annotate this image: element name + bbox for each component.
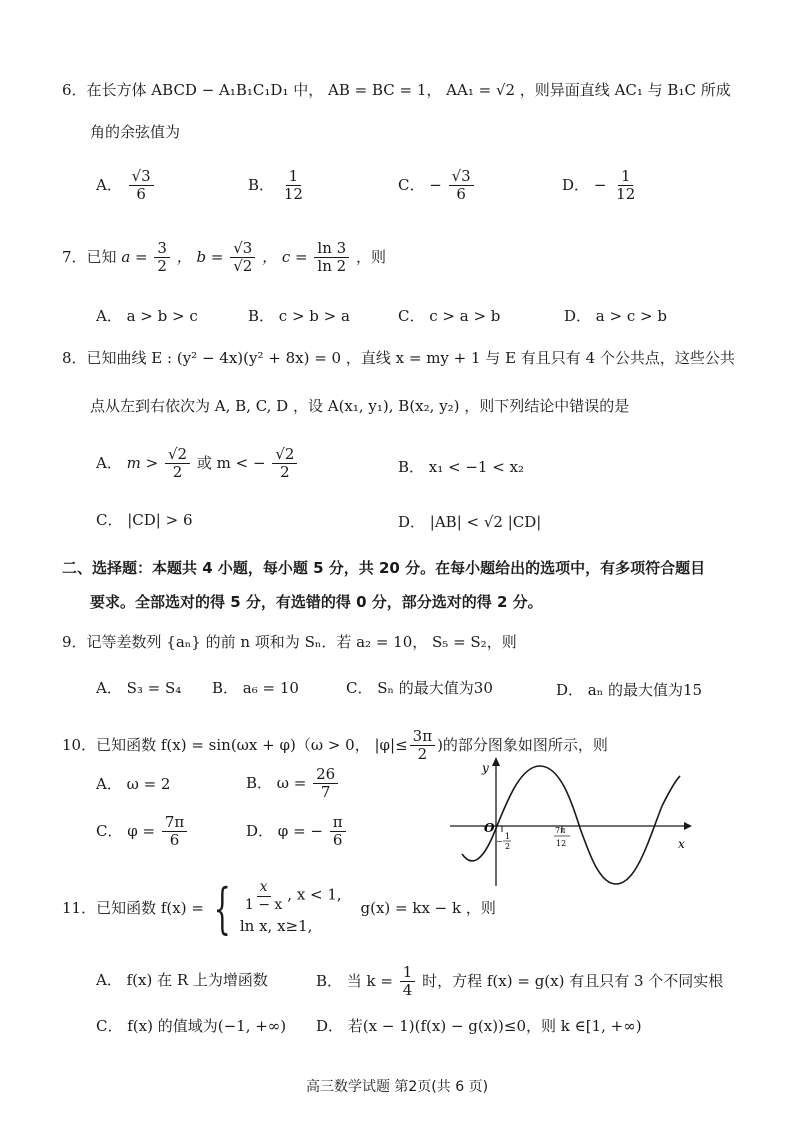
q10-option-c-fraction: $\frac{7\pi}{6}$ [162,814,187,850]
q11-option-d: D． 若(x − 1)(f(x) − g(x))≤0，则 k ∈[1, +∞) [316,1017,642,1035]
q11-case2: ln x, x≥1, [239,916,313,935]
q6-line2: 角的余弦值为 [90,123,181,141]
q7-option-b: B． c > b > a [248,307,350,325]
q9-stem: 9．记等差数列 {aₙ} 的前 n 项和为 Sₙ．若 a₂ = 10， S₅ = S₂，则 [62,633,517,651]
graph-x-axis-arrow [684,822,692,830]
q10-option-c: C． φ = $\frac{7\pi}{6}$ [96,814,189,850]
q10-option-d: D． φ = − $\frac{\pi}{6}$ [246,814,348,850]
q11-option-b: B． 当 k = $\frac{1}{4}$ 时，方程 f(x) = g(x) 有且只有 3 个不同实根 [316,963,724,1000]
q9-option-d: D． aₙ 的最大值为15 [556,681,703,699]
graph-origin-label: O [484,821,495,835]
q7-stem: 7．已知 a = $\frac{3}{2}$ ， b = $\frac{√3}{√2}$ ， c = $\frac{\ln 3}{\ln 2}$ ，则 [62,239,386,276]
q7-option-c: C． c > a > b [398,307,501,325]
q7-c-fraction: $\frac{\ln 3}{\ln 2}$ [314,240,349,276]
q6-option-a-label: A． [96,175,122,194]
q11-option-a: A． f(x) 在 R 上为增函数 [96,971,268,989]
q10-option-b-fraction: $\frac{26}{7}$ [313,766,338,802]
q9-option-c: C． Sₙ 的最大值为30 [346,679,493,697]
graph-tick2-den: 12 [556,839,567,848]
graph-tick2-num: 7π [555,826,566,835]
q6-option-c-fraction: $\frac{√3}{6}$ [449,168,474,204]
q6-option-c-label: C． [398,175,425,194]
q9-option-b: B． a₆ = 10 [212,679,299,697]
q11-option-c: C． f(x) 的值域为(−1, +∞) [96,1017,287,1035]
q8-line2: 点从左到右依次为 A, B, C, D ，设 A(x₁, y₁), B(x₂, y₂) ，则下列结论中错误的是 [90,397,630,415]
q11-option-b-fraction: $\frac{1}{4}$ [400,964,416,1000]
q6-option-b [248,168,308,204]
q6-option-a [96,168,156,204]
q10-option-b: B． ω = $\frac{26}{7}$ [246,766,340,802]
q8-option-a-fraction1: $\frac{√2}{2}$ [165,446,190,482]
q7-b-fraction: $\frac{√3}{√2}$ [230,240,255,276]
q9-option-a: A． S₃ = S₄ [96,679,182,697]
section2-line1: 二、选择题：本题共 4 小题，每小题 5 分，共 20 分。在每小题给出的选项中，有多项符合题目 [62,559,706,577]
q6-option-b-fraction: $\frac{1}{12}$ [283,167,303,204]
q6-option-a-fraction: $\frac{√3}{6}$ [129,168,154,204]
q10-stem: 10．已知函数 f(x) = sin(ωx + φ)（ω > 0， |φ|≤ $\frac{3\pi}{2}$ )的部分图象如图所示，则 [62,727,608,764]
q6-option-d-sign: − [593,175,607,194]
q11-case1: $\frac{x}{1 - x}$ , x < 1, [244,879,342,913]
graph-x-label: x [678,837,685,851]
q8-option-d: D． |AB| < √2 |CD| [398,513,542,531]
q6-option-d-label: D． [562,175,590,194]
q8-option-c: C． |CD| > 6 [96,511,193,529]
q10-option-d-fraction: $\frac{\pi}{6}$ [330,814,346,850]
q7-option-d: D． a > c > b [564,307,667,325]
q6-option-c [398,168,476,204]
q8-option-b: B． x₁ < −1 < x₂ [398,458,525,476]
q8-option-a: A． m > $\frac{√2}{2}$ 或 m < − $\frac{√2}{2}$ [96,446,299,482]
section2-line2: 要求。全部选对的得 5 分，有选错的得 0 分，部分选对的得 2 分。 [90,593,543,611]
graph-sine-curve [462,766,680,884]
q11-piecewise-brace: { [213,877,231,940]
q10-sine-graph [440,752,700,892]
q10-option-a: A． ω = 2 [96,775,171,793]
q11-stem: 11．已知函数 f(x) = { $\frac{x}{1 - x}$ , x < 1, ln x, x≥1, g(x) = kx − k ，则 [62,877,496,940]
page-footer: 高三数学试题 第2页(共 6 页) [305,1079,489,1095]
q7-a-fraction: $\frac{3}{2}$ [154,240,170,276]
q6-option-c-sign: − [429,175,442,194]
q6-option-d [562,168,640,204]
q10-phi-bound-fraction: $\frac{3\pi}{2}$ [410,728,435,764]
q6-option-b-label: B． [248,175,275,194]
q8-line1: 8．已知曲线 E : (y² − 4x)(y² + 8x) = 0 ，直线 x = my + 1 与 E 有且只有 4 个公共点，这些公共 [62,349,735,367]
q6-option-d-fraction: $\frac{1}{12}$ [616,167,636,204]
q7-option-a: A． a > b > c [96,307,198,325]
graph-tick1-num: 1 [505,832,511,841]
q8-option-a-fraction2: $\frac{√2}{2}$ [272,446,297,482]
q11-piecewise-cases [240,879,342,938]
graph-y-axis-arrow [492,757,500,766]
q6-line1: 6．在长方体 ABCD − A₁B₁C₁D₁ 中， AB = BC = 1， AA₁ = √2 ，则异面直线 AC₁ 与 B₁C 所成 [62,81,731,99]
graph-tick1-sign: − [496,837,503,846]
graph-tick1-den: 2 [505,842,511,851]
graph-y-label: y [482,761,489,775]
